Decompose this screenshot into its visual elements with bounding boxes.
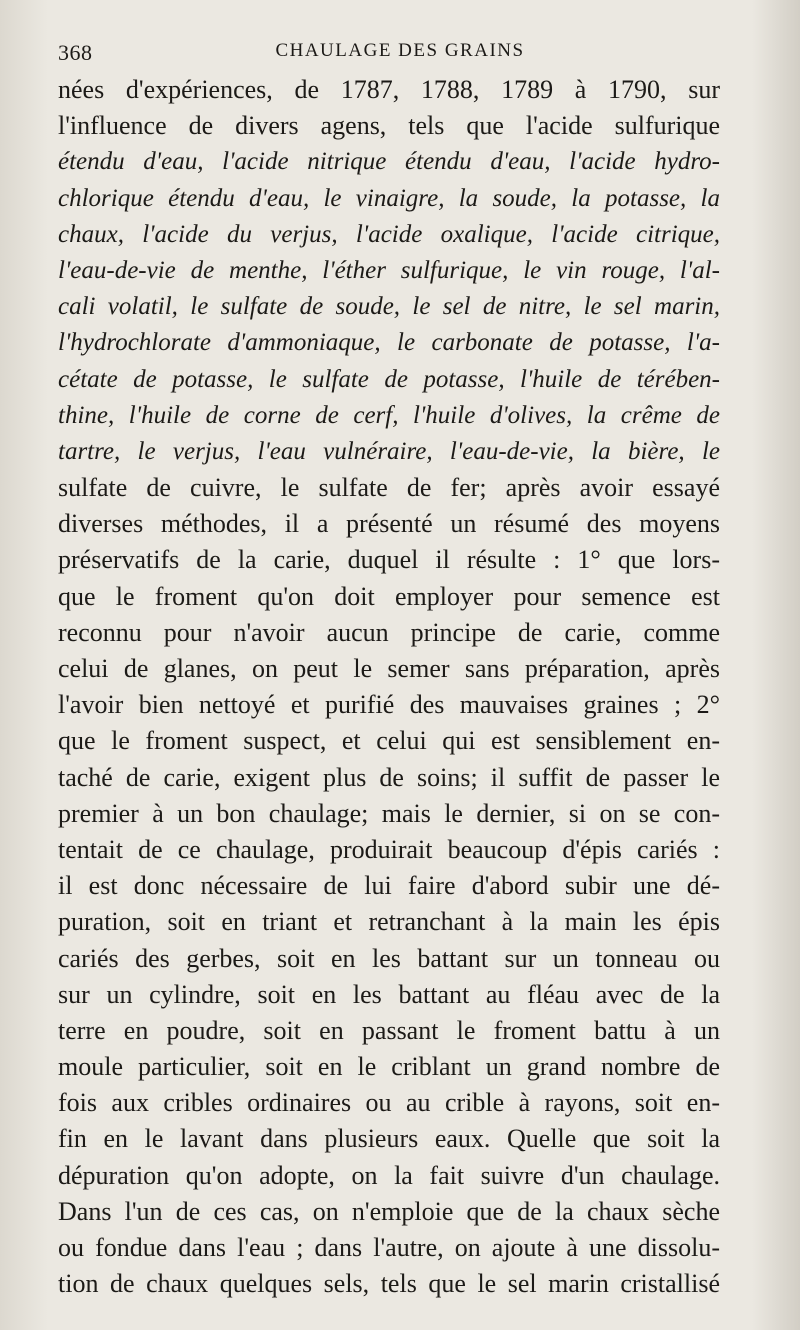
- text-line: thine, l'huile de corne de cerf, l'huile d'olives, la crême de: [58, 401, 720, 429]
- text-line: tentait de ce chaulage, produirait beaucoup d'épis cariés :: [58, 834, 720, 864]
- text-line: sulfate de cuivre, le sulfate de fer; après avoir essayé: [58, 473, 720, 503]
- text-line: il est donc nécessaire de lui faire d'abord subir une dé-: [58, 871, 720, 901]
- text-line: chaux, l'acide du verjus, l'acide oxalique, l'acide citrique,: [58, 220, 720, 248]
- text-line: Dans l'un de ces cas, on n'emploie que de la chaux sèche: [58, 1196, 720, 1226]
- text-line: cétate de potasse, le sulfate de potasse, l'huile de térében-: [58, 365, 720, 393]
- text-line: l'influence de divers agens, tels que l'acide sulfurique: [58, 111, 720, 141]
- text-line: tartre, le verjus, l'eau vulnéraire, l'eau-de-vie, la bière, le: [58, 437, 720, 465]
- text-line: celui de glanes, on peut le semer sans préparation, après: [58, 654, 720, 683]
- body-text: [58, 72, 720, 1302]
- text-line: cali volatil, le sulfate de soude, le sel de nitre, le sel marin,: [58, 293, 720, 321]
- text-line: chlorique étendu d'eau, le vinaigre, la soude, la potasse, la: [58, 184, 720, 212]
- text-line: l'eau-de-vie de menthe, l'éther sulfurique, le vin rouge, l'al-: [58, 256, 720, 284]
- text-line: premier à un bon chaulage; mais le dernier, si on se con-: [58, 798, 720, 828]
- text-line: l'hydrochlorate d'ammoniaque, le carbonate de potasse, l'a-: [58, 329, 720, 357]
- text-line: terre en poudre, soit en passant le froment battu à un: [58, 1015, 720, 1045]
- text-line: sur un cylindre, soit en les battant au fléau avec de la: [58, 979, 720, 1009]
- text-line: cariés des gerbes, soit en les battant sur un tonneau ou: [58, 943, 720, 973]
- text-line: nées d'expériences, de 1787, 1788, 1789 à 1790, sur: [58, 75, 720, 104]
- text-line: que le froment suspect, et celui qui est sensiblement en-: [58, 726, 720, 756]
- text-line: fois aux cribles ordinaires ou au crible à rayons, soit en-: [58, 1088, 720, 1118]
- text-line: taché de carie, exigent plus de soins; il suffit de passer le: [58, 762, 720, 792]
- text-line: moule particulier, soit en le criblant un grand nombre de: [58, 1052, 720, 1082]
- text-line: que le froment qu'on doit employer pour semence est: [58, 581, 720, 611]
- text-line: l'avoir bien nettoyé et purifié des mauvaises graines ; 2°: [58, 690, 720, 720]
- text-line: diverses méthodes, il a présenté un résumé des moyens: [58, 509, 720, 539]
- text-line: fin en le lavant dans plusieurs eaux. Quelle que soit la: [58, 1124, 720, 1154]
- text-line: ou fondue dans l'eau ; dans l'autre, on ajoute à une dissolu-: [58, 1233, 720, 1262]
- text-line: tion de chaux quelques sels, tels que le sel marin cristallisé: [58, 1269, 720, 1299]
- text-line: reconnu pour n'avoir aucun principe de carie, comme: [58, 617, 720, 647]
- page-number: 368: [58, 40, 93, 65]
- running-head: CHAULAGE DES GRAINS: [275, 40, 525, 61]
- text-line: étendu d'eau, l'acide nitrique étendu d'eau, l'acide hydro-: [58, 148, 720, 176]
- text-line: préservatifs de la carie, duquel il résulte : 1° que lors-: [58, 545, 720, 575]
- text-line: dépuration qu'on adopte, on la fait suivre d'un chaulage.: [58, 1160, 720, 1190]
- text-line: puration, soit en triant et retranchant à la main les épis: [58, 907, 720, 937]
